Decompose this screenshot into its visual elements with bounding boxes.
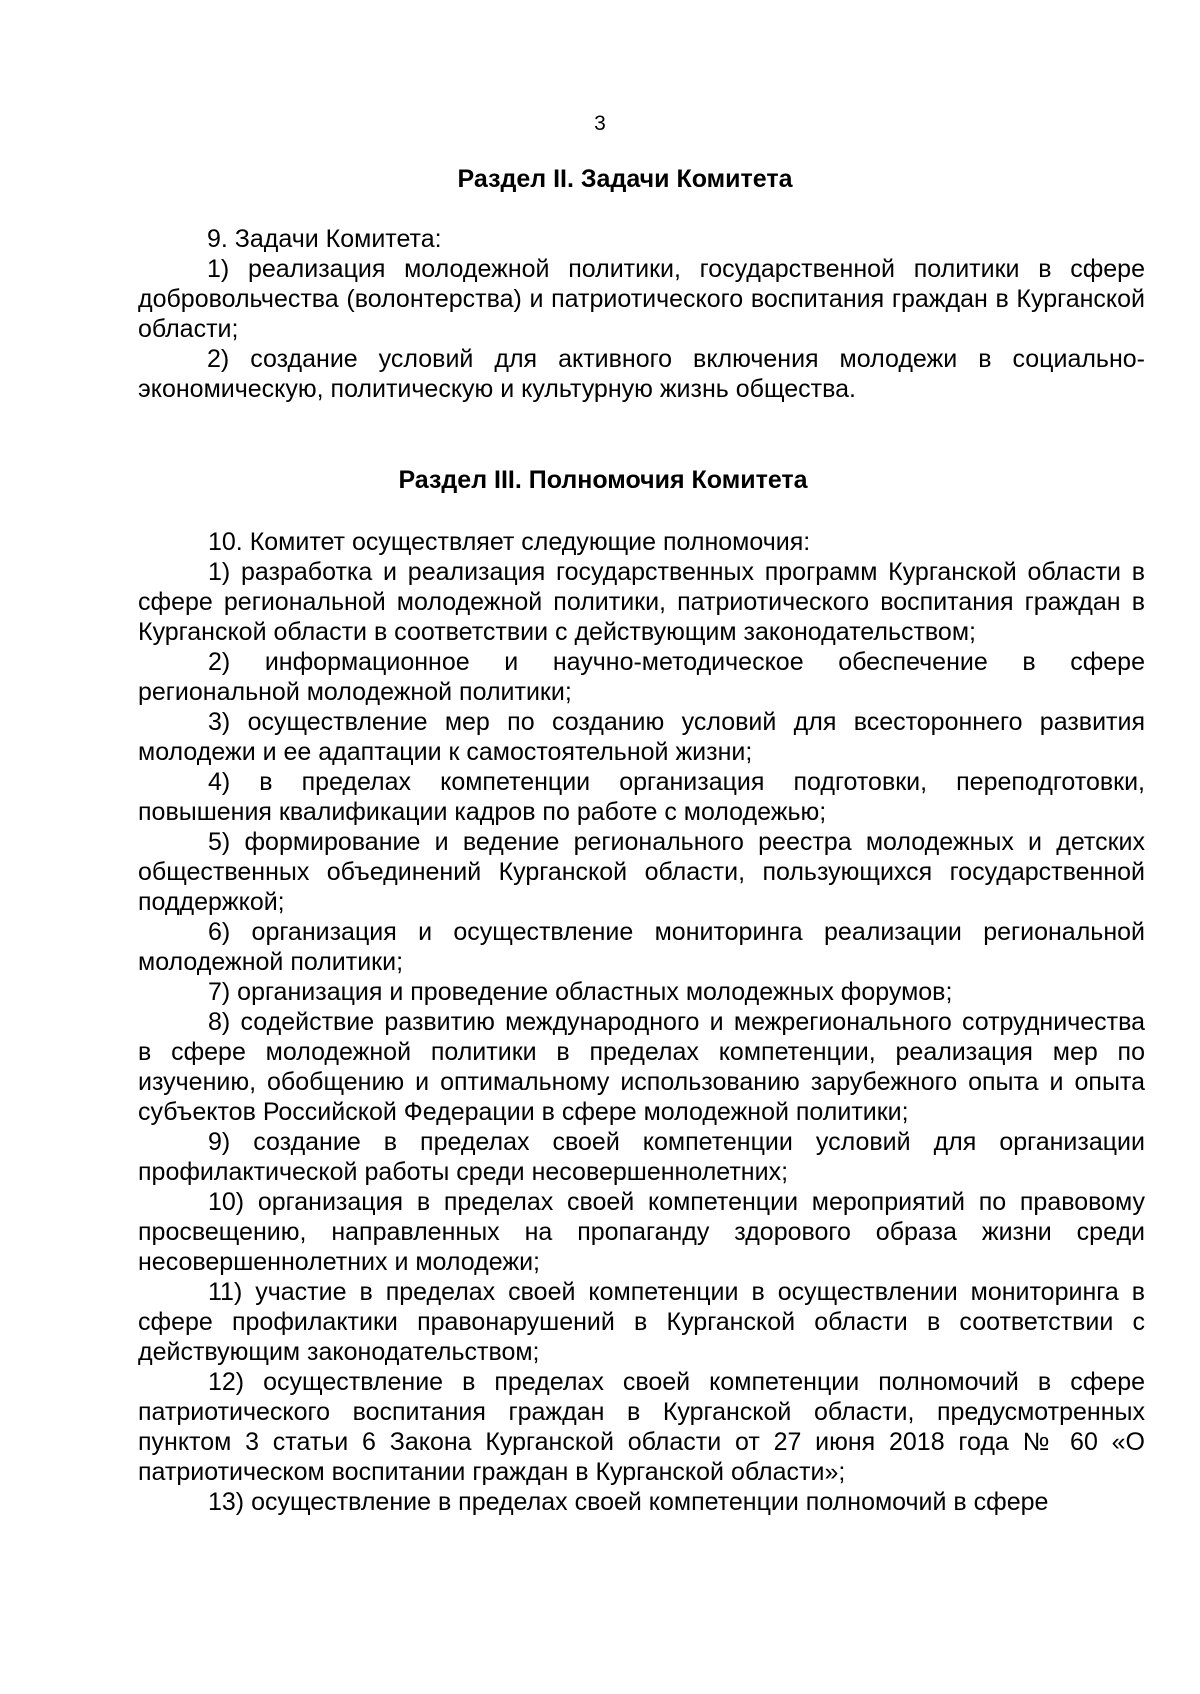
paragraph: 2) создание условий для активного включения молодежи в социально-экономическую, политическую и культурную жизнь общества. <box>138 345 1145 403</box>
section-3-heading: Раздел III. Полномочия Комитета <box>398 466 808 494</box>
paragraph: 10) организация в пределах своей компетенции мероприятий по правовому просвещению, направленных на пропаганду здорового образа жизни среди несовершеннолетних и молодежи; <box>138 1188 1145 1276</box>
page-number: 3 <box>594 112 606 135</box>
paragraph: 6) организация и осуществление мониторинга реализации региональной молодежной политики; <box>138 918 1145 976</box>
paragraph: 8) содействие развитию международного и межрегионального сотрудничества в сфере молодежной политики в пределах компетенции, реализация мер по изучению, обобщению и оптимальному использованию зарубежного опыта и опыта субъектов Российской Федерации в сфере молодежной политики; <box>138 1008 1145 1126</box>
paragraph: 9. Задачи Комитета: <box>207 225 442 253</box>
paragraph: 9) создание в пределах своей компетенции условий для организации профилактической работы среди несовершеннолетних; <box>138 1128 1145 1186</box>
paragraph: 5) формирование и ведение регионального реестра молодежных и детских общественных объединений Курганской области, пользующихся государственной поддержкой; <box>138 828 1145 916</box>
paragraph: 12) осуществление в пределах своей компетенции полномочий в сфере патриотического воспитания граждан в Курганской области, предусмотренных пунктом 3 статьи 6 Закона Курганской области от 27 июня 2018 года № 60 «О патриотическом воспитании граждан в Курганской области»; <box>138 1368 1145 1486</box>
paragraph: 11) участие в пределах своей компетенции в осуществлении мониторинга в сфере профилактики правонарушений в Курганской области в соответствии с действующим законодательством; <box>138 1278 1145 1366</box>
section-3-body <box>138 527 1145 1517</box>
paragraph: 7) организация и проведение областных молодежных форумов; <box>208 978 953 1006</box>
section-2-body <box>138 224 1145 404</box>
section-2-heading: Раздел II. Задачи Комитета <box>457 165 793 193</box>
paragraph: 2) информационное и научно-методическое обеспечение в сфере региональной молодежной политики; <box>138 648 1145 706</box>
paragraph: 10. Комитет осуществляет следующие полномочия: <box>208 528 811 556</box>
paragraph: 1) реализация молодежной политики, государственной политики в сфере добровольчества (волонтерства) и патриотического воспитания граждан в Курганской области; <box>138 255 1145 343</box>
paragraph: 13) осуществление в пределах своей компетенции полномочий в сфере <box>208 1488 1049 1516</box>
paragraph: 3) осуществление мер по созданию условий для всестороннего развития молодежи и ее адаптации к самостоятельной жизни; <box>138 708 1145 766</box>
paragraph: 4) в пределах компетенции организация подготовки, переподготовки, повышения квалификации кадров по работе с молодежью; <box>138 768 1145 826</box>
paragraph: 1) разработка и реализация государственных программ Курганской области в сфере региональной молодежной политики, патриотического воспитания граждан в Курганской области в соответствии с действующим законодательством; <box>138 558 1145 646</box>
